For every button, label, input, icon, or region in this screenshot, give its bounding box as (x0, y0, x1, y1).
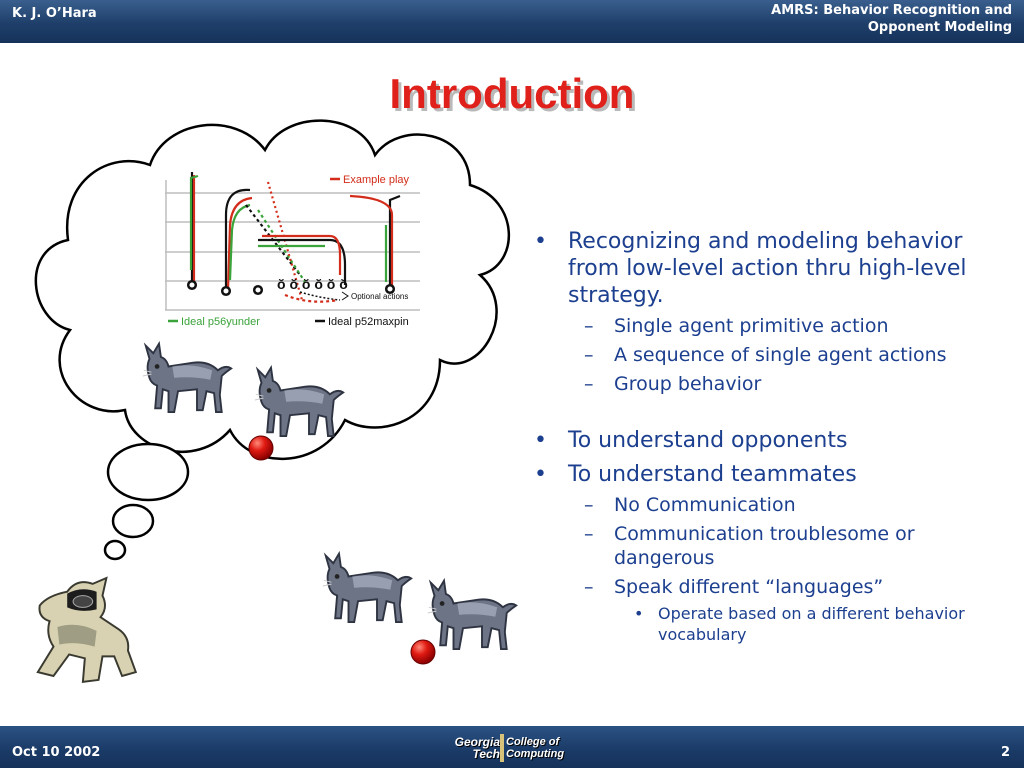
dash-marker: – (584, 576, 594, 598)
legend-ideal2 (315, 316, 409, 328)
sub-bullet-item (530, 575, 1000, 599)
legend-optional (342, 292, 408, 301)
legend-optional-label: Optional actions (351, 292, 409, 301)
bullet-text: To understand opponents (568, 428, 848, 453)
bullet-list (530, 228, 1000, 645)
sub-bullet-text: Communication troublesome or dangerous (614, 523, 915, 569)
dash-marker: – (584, 523, 594, 545)
sub-bullet-item (530, 372, 1000, 396)
sub-bullet-item (530, 314, 1000, 338)
bullet-item (530, 427, 1000, 454)
players-formation: ŏ ŏ ŏ ŏ ŏ ŏ (277, 276, 348, 292)
dash-marker: – (584, 373, 594, 395)
bullet-item (530, 228, 1000, 309)
play-diagram (165, 170, 420, 328)
legend-ideal1 (168, 316, 260, 328)
sub-bullet-text: A sequence of single agent actions (614, 344, 947, 366)
logo-left-line2: Tech (472, 747, 500, 761)
bullet-text: To understand teammates (568, 462, 857, 487)
author-name: K. J. O’Hara (12, 6, 97, 21)
bullet-marker: • (534, 229, 547, 254)
sub-sub-bullet-item (530, 603, 1000, 645)
sub-bullet-text: No Communication (614, 494, 796, 516)
sub-bullet-text: Speak different “languages” (614, 576, 884, 598)
course-title-line1: AMRS: Behavior Recognition and (771, 3, 1012, 18)
sub-bullet-text: Single agent primitive action (614, 315, 889, 337)
bullet-item (530, 461, 1000, 488)
footer-date: Oct 10 2002 (12, 745, 101, 760)
course-title-line2: Opponent Modeling (867, 20, 1012, 35)
dash-marker: – (584, 315, 594, 337)
bullet-marker: • (534, 428, 547, 453)
logo-right (506, 736, 576, 760)
georgia-tech-logo (442, 734, 572, 762)
logo-right-line2: Computing (506, 748, 565, 760)
aibo-robot (38, 578, 136, 682)
sub-bullet-text: Group behavior (614, 373, 762, 395)
sub-bullet-item (530, 522, 1000, 570)
legend-ideal1-label: Ideal p56yunder (181, 316, 260, 328)
red-ball-1 (249, 436, 273, 460)
page-number: 2 (1000, 745, 1010, 760)
robot-dog-4 (428, 581, 516, 649)
footer-bar (0, 726, 1024, 768)
legend-ideal2-label: Ideal p52maxpin (328, 316, 409, 328)
sub-bullet-item (530, 493, 1000, 517)
sub-bullet-item (530, 343, 1000, 367)
bullet-text: Recognizing and modeling behavior from low-level action thru high-level strategy. (568, 229, 967, 308)
logo-left-line1: Georgia (454, 735, 500, 749)
legend-example-label: Example play (343, 174, 410, 186)
bullet-marker: • (634, 604, 644, 623)
robot-dog-3 (323, 554, 411, 622)
dash-marker: – (584, 494, 594, 516)
dash-marker: – (584, 344, 594, 366)
logo-right-line1: College of (506, 736, 560, 748)
red-ball-2 (411, 640, 435, 664)
logo-tower-icon (500, 734, 504, 762)
logo-left (442, 736, 500, 760)
bullet-marker: • (534, 462, 547, 487)
sub-sub-bullet-text: Operate based on a different behavior vocabulary (658, 604, 965, 644)
slide-title: Introduction (389, 70, 635, 117)
